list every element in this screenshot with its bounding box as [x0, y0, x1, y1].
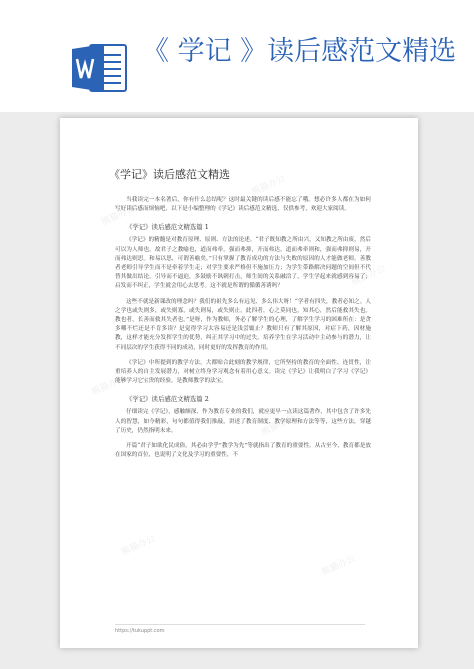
- footer-divider: [115, 624, 365, 625]
- watermark: 熊猫办公: [90, 373, 128, 399]
- document-page: [60, 118, 418, 648]
- watermark: 熊猫办公: [260, 413, 298, 439]
- paragraph: 这些不就是新课改的理念吗？我们的祖先多么有远见、多么伟大呀！“学者有四失，教者必知之。人之学也或失则多，或失则寡，或失则易，或失则止。此四者，心之莫同也。知其心，然后能救其失也。教也者，长善而救其失者也。”是呀，作为教师，务必了解学生的心理，了解学生学习的困难所在：是贪多嚼不烂还是不肯多读？是觉得学习太容易还是浅尝辄止？教师只有了解其原因，对症下药，因材施教，这样才能充分发挥学生的优势，纠正其学习中的过失。培养学生在学习活动中主动参与的潜力，让不同层次的学生获得不同的成功，同时更好的发挥教育的作用。: [115, 298, 371, 351]
- intro-paragraph: 当我读完一本名著后，你有什么总结呢？这时最关键的读后感不能忘了哦。想必许多人都在为如何写好读后感而烦恼吧，以下是小编整理的《学记》读后感范文精选，仅供参考，欢迎大家阅读。: [115, 197, 371, 213]
- watermark: 熊猫办公: [100, 203, 138, 229]
- section-heading: 《学记》读后感范文精选篇 1: [126, 223, 209, 232]
- footer-url: https://tukuppt.com: [115, 628, 165, 634]
- watermark: 熊猫办公: [350, 263, 388, 289]
- word-document-icon: [70, 42, 128, 94]
- watermark: 熊猫办公: [120, 533, 158, 559]
- paragraph: 《学记》中所提到的教学方法，大都贴合此刻的教学规律，它所坚持的教育的全面性、连贯性，注重培养人的自主发展潜力，对树立终身学习观念有着用心意义。读完《学记》让我明白了学习《学记》能够学习它宝贵的经验，是教师教学的法宝。: [115, 359, 371, 385]
- page-title: 《 学记 》读后感范文精选: [142, 36, 457, 67]
- document-title: 《学记》读后感范文精选: [109, 168, 230, 181]
- watermark: 熊猫办公: [250, 173, 288, 199]
- watermark: 熊猫办公: [320, 553, 358, 579]
- paragraph: 开篇“君子如欲化民成俗，其必由学乎”教学为先”等就指出了教育的重要性。从古至今，教育都是放在国家的首位，也说明了文化及学习的重要性，不: [115, 443, 371, 459]
- paragraph: 仔细读完《学记》，感触颇深，作为教育专业的我们，就应更早一点读这篇著作，其中包含了许多先人的智慧，如今精彩，句句都值得我们推敲，讲述了教育制度、教学原理和方法等等，这些方法，穿越了历史，仍然指明未来。: [115, 409, 371, 434]
- paragraph: 《学记》的精髓是对教育原理、原则、方法的论述。“君子既知教之所由兴，又知教之所由废，然后可以为人师也。故君子之教喻也，道而弗牵，强而弗抑，开而弗达。道而弗牵则和，强而弗抑则易，开而弗达则思。和易以思，可谓善喻矣。”只有掌握了教育成功的方法与失败的原因的人才能做老师。善教者老师引导学生而不是牵着学生走；对学生要求严格但不施加压力；为学生带路解决问题的空间但不代替其做出结论。引导而不逼迫，多鼓励不讽刺打击，师生间的关系融洽了，学生学起来就感到容易了；启发而不纠正，学生就会用心去思考。这不就是所谓的循循善诱吗？: [115, 237, 371, 290]
- header: [0, 0, 474, 112]
- section-heading: 《学记》读后感范文精选篇 2: [126, 395, 209, 404]
